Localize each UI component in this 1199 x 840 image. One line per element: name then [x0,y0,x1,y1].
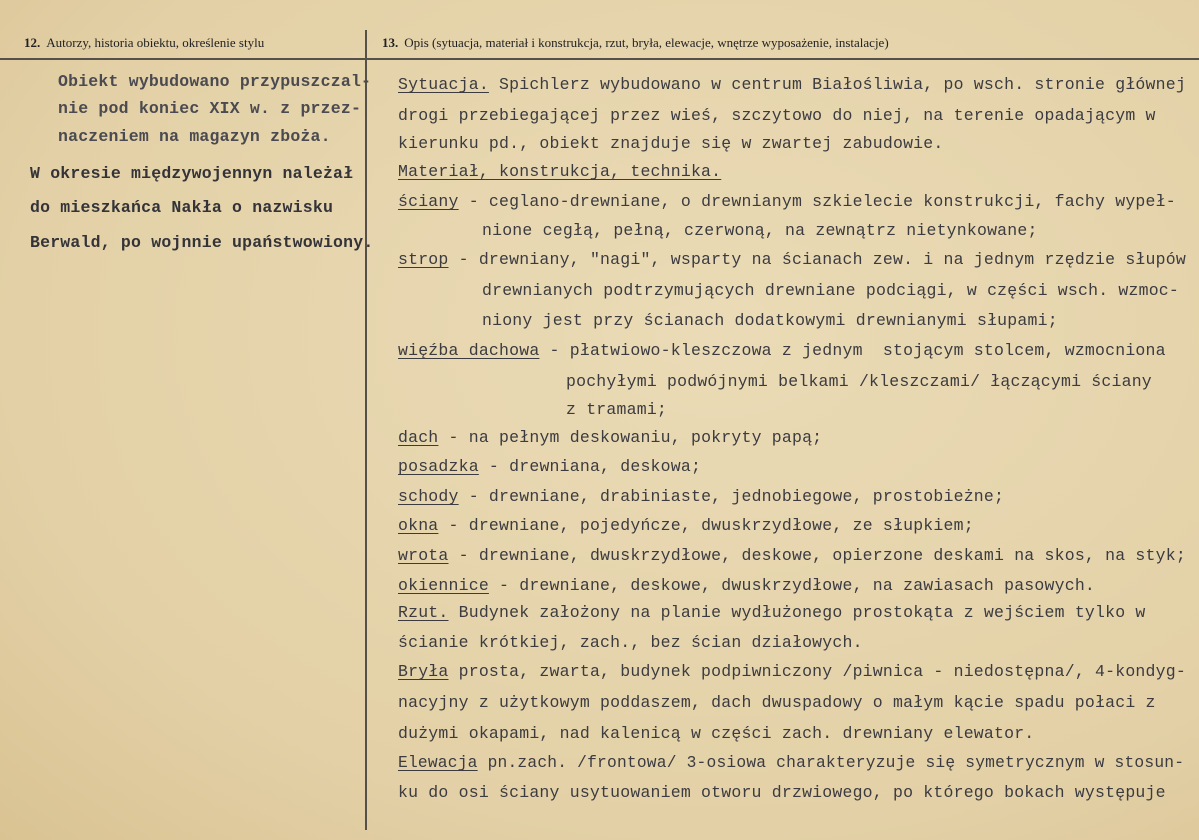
history-line-4: W okresie międzywojennyn należał [30,164,354,183]
wiezba-line: więźba dachowa - płatwiowo-kleszczowa z jednym stojącym stolcem, wzmocniona [398,341,1166,360]
sciany-line: ściany - ceglano-drewniane, o drewnianym szkielecie konstrukcji, fachy wypeł- [398,192,1176,211]
section-13-header [382,35,889,51]
elewacja-label: Elewacja [398,753,478,772]
rzut-line-2: ścianie krótkiej, zach., bez ścian działowych. [398,633,863,652]
posadzka-label: posadzka [398,457,479,476]
dach-line: dach - na pełnym deskowaniu, pokryty papą; [398,428,823,447]
schody-line: schody - drewniane, drabiniaste, jednobiegowe, prostobieżne; [398,487,1005,506]
history-line-2: nie pod koniec XIX w. z przez- [58,99,362,118]
history-line-6: Berwald, po wojnnie upaństwowiony. [30,233,374,252]
strop-line-2: drewnianych podtrzymujących drewniane podciągi, w części wsch. wzmoc- [482,281,1180,300]
okiennice-label: okiennice [398,576,489,595]
column-divider [365,30,367,830]
section-12-header [24,35,264,51]
wiezba-label: więźba dachowa [398,341,540,360]
okna-line: okna - drewniane, pojedyńcze, dwuskrzydłowe, ze słupkiem; [398,516,974,535]
strop-line-3: niony jest przy ścianach dodatkowymi drewnianymi słupami; [482,311,1058,330]
posadzka-line: posadzka - drewniana, deskowa; [398,457,702,476]
strop-label: strop [398,250,449,269]
wrota-label: wrota [398,546,449,565]
strop-line: strop - drewniany, "nagi", wsparty na ścianach zew. i na jednym rzędzie słupów [398,250,1186,269]
wiezba-line-3: z tramami; [566,400,668,419]
rzut-line: Rzut. Budynek założony na planie wydłużonego prostokąta z wejściem tylko w [398,603,1146,622]
okiennice-line: okiennice - drewniane, deskowe, dwuskrzydłowe, na zawiasach pasowych. [398,576,1096,595]
bryla-line-2: nacyjny z użytkowym poddaszem, dach dwuspadowy o małym kącie spadu połaci z [398,693,1156,712]
dach-label: dach [398,428,439,447]
wiezba-line-2: pochyłymi podwójnymi belkami /kleszczami/ łączącymi ściany [566,372,1152,391]
bryla-label: Bryła [398,662,449,681]
bryla-line-3: dużymi okapami, nad kalenicą w części zach. drewniany elewator. [398,724,1035,743]
header-divider [0,58,1199,60]
rzut-label: Rzut. [398,603,449,622]
wrota-line: wrota - drewniane, dwuskrzydłowe, deskowe, opierzone deskami na skos, na styk; [398,546,1186,565]
sciany-line-2: nione cegłą, pełną, czerwoną, na zewnątrz nietynkowane; [482,221,1038,240]
section-12-title: Autorzy, historia obiektu, określenie stylu [46,35,265,50]
section-13-title: Opis (sytuacja, materiał i konstrukcja, rzut, bryła, elewacje, wnętrze wyposażenie, instalacje) [404,35,889,50]
section-12-number: 12. [24,35,41,50]
history-line-5: do mieszkańca Nakła o nazwisku [30,198,334,217]
elewacja-line: Elewacja pn.zach. /frontowa/ 3-osiowa charakteryzuje się symetrycznym w stosun- [398,753,1185,772]
elewacja-line-2: ku do osi ściany usytuowaniem otworu drzwiowego, po którego bokach występuje [398,783,1166,802]
sytuacja-label: Sytuacja. [398,75,489,94]
bryla-line: Bryła prosta, zwarta, budynek podpiwniczony /piwnica - niedostępna/, 4-kondyg- [398,662,1186,681]
section-13-number: 13. [382,35,399,50]
description-line-1: Sytuacja. Spichlerz wybudowano w centrum Białośliwia, po wsch. stronie głównej [398,75,1186,94]
okna-label: okna [398,516,439,535]
history-line-1: Obiekt wybudowano przypuszczal- [58,72,372,91]
sciany-label: ściany [398,192,459,211]
description-line-2: drogi przebiegającej przez wieś, szczytowo do niej, na terenie opadającym w [398,106,1156,125]
material-heading: Materiał, konstrukcja, technika. [398,162,722,181]
schody-label: schody [398,487,459,506]
description-line-3: kierunku pd., obiekt znajduje się w zwartej zabudowie. [398,134,944,153]
history-line-3: naczeniem na magazyn zboża. [58,127,331,146]
